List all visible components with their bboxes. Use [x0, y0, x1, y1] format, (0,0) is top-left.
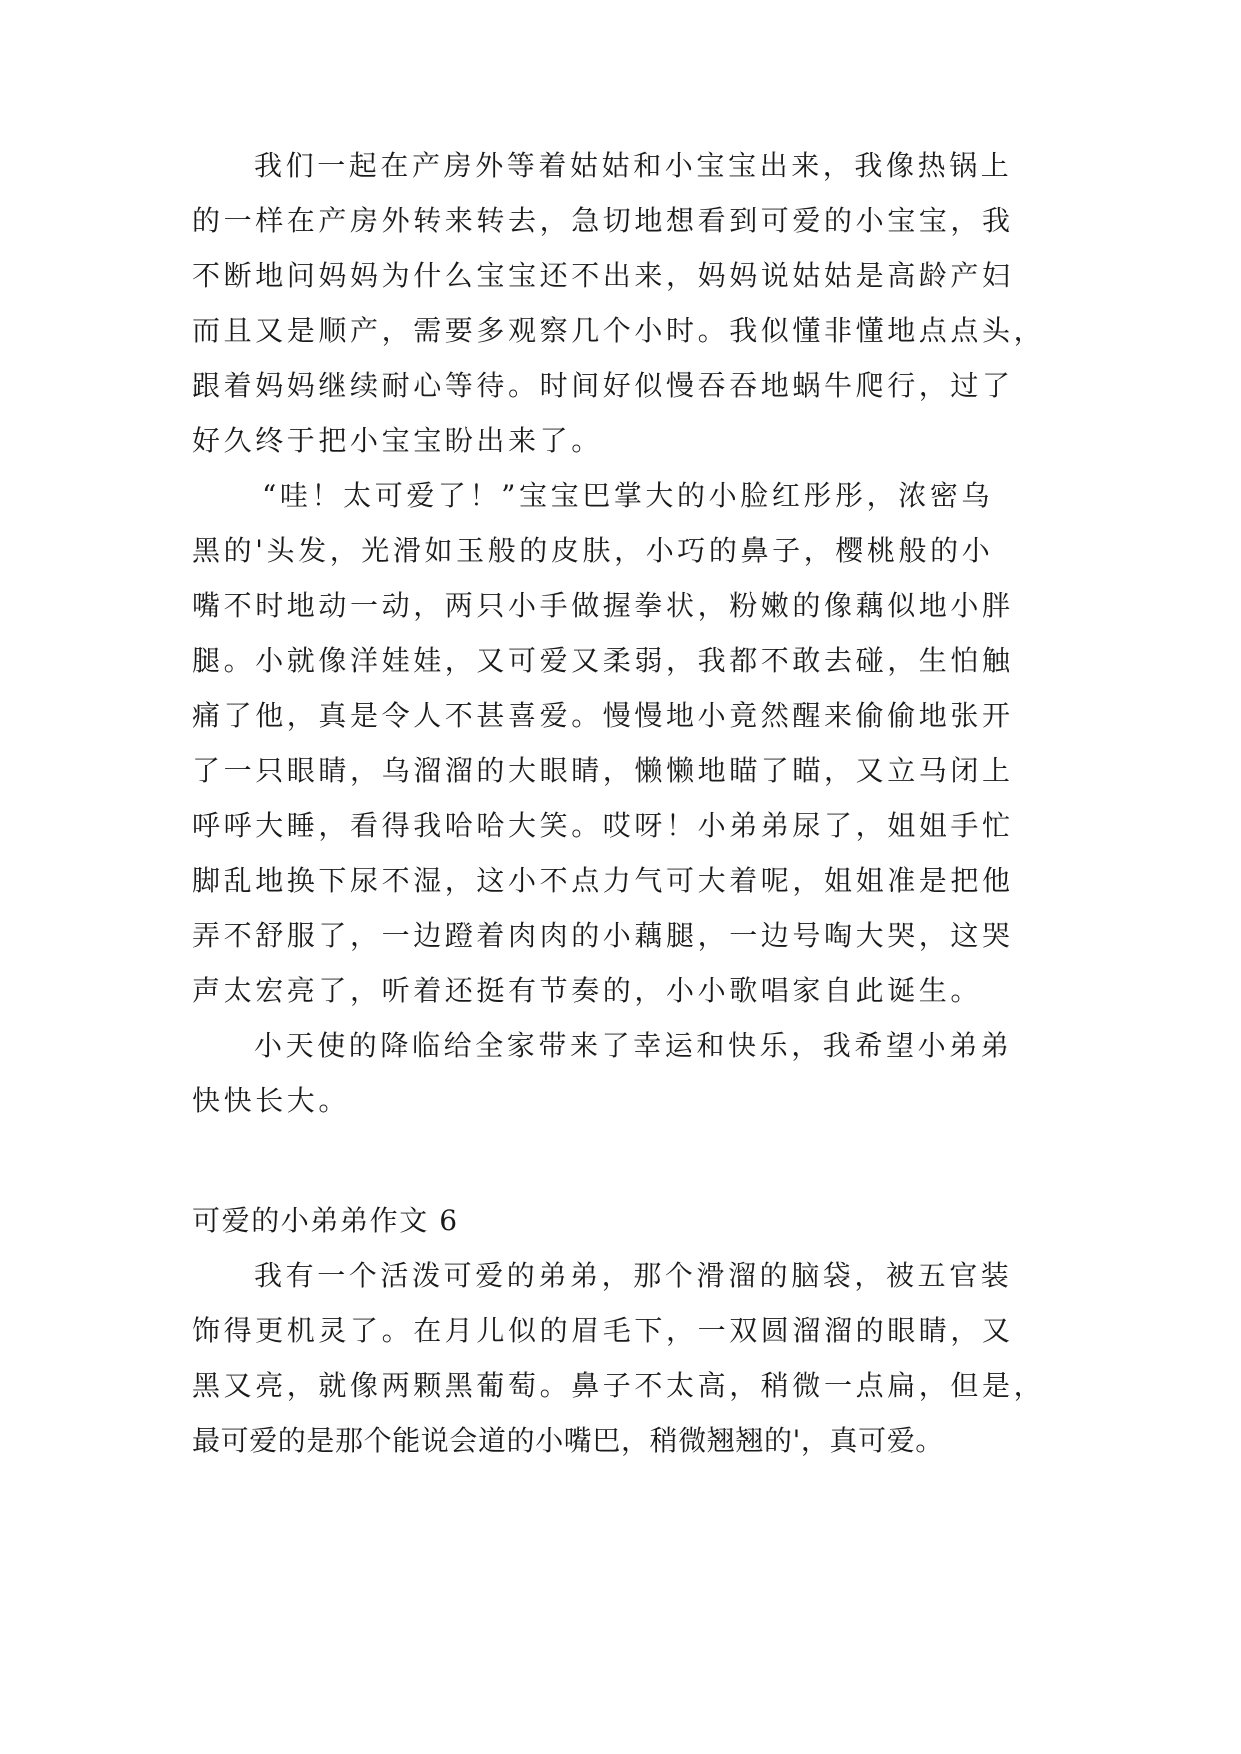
- text-line: 快快长大。: [192, 1084, 351, 1117]
- text-line: 呼呼大睡，看得我哈哈大笑。哎呀！小弟弟尿了，姐姐手忙: [192, 809, 1014, 842]
- text-line: 不断地问妈妈为什么宝宝还不出来，妈妈说姑姑是高龄产妇: [192, 259, 1014, 292]
- text-line: 饰得更机灵了。在月儿似的眉毛下，一双圆溜溜的眼睛，又: [192, 1314, 1014, 1347]
- section-heading: 可爱的小弟弟作文 6: [192, 1204, 459, 1237]
- text-line: 痛了他，真是令人不甚喜爱。慢慢地小竟然醒来偷偷地张开: [192, 699, 1014, 732]
- text-line: 最可爱的是那个能说会道的小嘴巴，稍微翘翘的'，真可爱。: [192, 1424, 944, 1457]
- text-line: 了一只眼睛，乌溜溜的大眼睛，懒懒地瞄了瞄，又立马闭上: [192, 754, 1014, 787]
- text-line: 黑又亮，就像两颗黑葡萄。鼻子不太高，稍微一点扁，但是，: [192, 1369, 1046, 1402]
- text-line: 声太宏亮了，听着还挺有节奏的，小小歌唱家自此诞生。: [192, 974, 983, 1007]
- text-line: 嘴不时地动一动，两只小手做握拳状，粉嫩的像藕似地小胖: [192, 589, 1014, 622]
- text-line: 跟着妈妈继续耐心等待。时间好似慢吞吞地蜗牛爬行，过了: [192, 369, 1014, 402]
- text-line: “哇！太可爱了！”宝宝巴掌大的小脸红彤彤，浓密乌: [262, 479, 994, 512]
- text-line: 腿。小就像洋娃娃，又可爱又柔弱，我都不敢去碰，生怕触: [192, 644, 1014, 677]
- text-line: 而且又是顺产，需要多观察几个小时。我似懂非懂地点点头，: [192, 314, 1046, 347]
- text-line: 的一样在产房外转来转去，急切地想看到可爱的小宝宝，我: [192, 204, 1014, 237]
- text-line: 我们一起在产房外等着姑姑和小宝宝出来，我像热锅上: [254, 149, 1013, 182]
- text-line: 好久终于把小宝宝盼出来了。: [192, 424, 603, 457]
- text-line: 我有一个活泼可爱的弟弟，那个滑溜的脑袋，被五官装: [254, 1259, 1013, 1292]
- text-line: 黑的'头发，光滑如玉般的皮肤，小巧的鼻子，樱桃般的小: [192, 534, 994, 567]
- text-line: 脚乱地换下尿不湿，这小不点力气可大着呢，姐姐准是把他: [192, 864, 1014, 897]
- text-line: 弄不舒服了，一边蹬着肉肉的小藕腿，一边号啕大哭，这哭: [192, 919, 1014, 952]
- text-line: 小天使的降临给全家带来了幸运和快乐，我希望小弟弟: [254, 1029, 1013, 1062]
